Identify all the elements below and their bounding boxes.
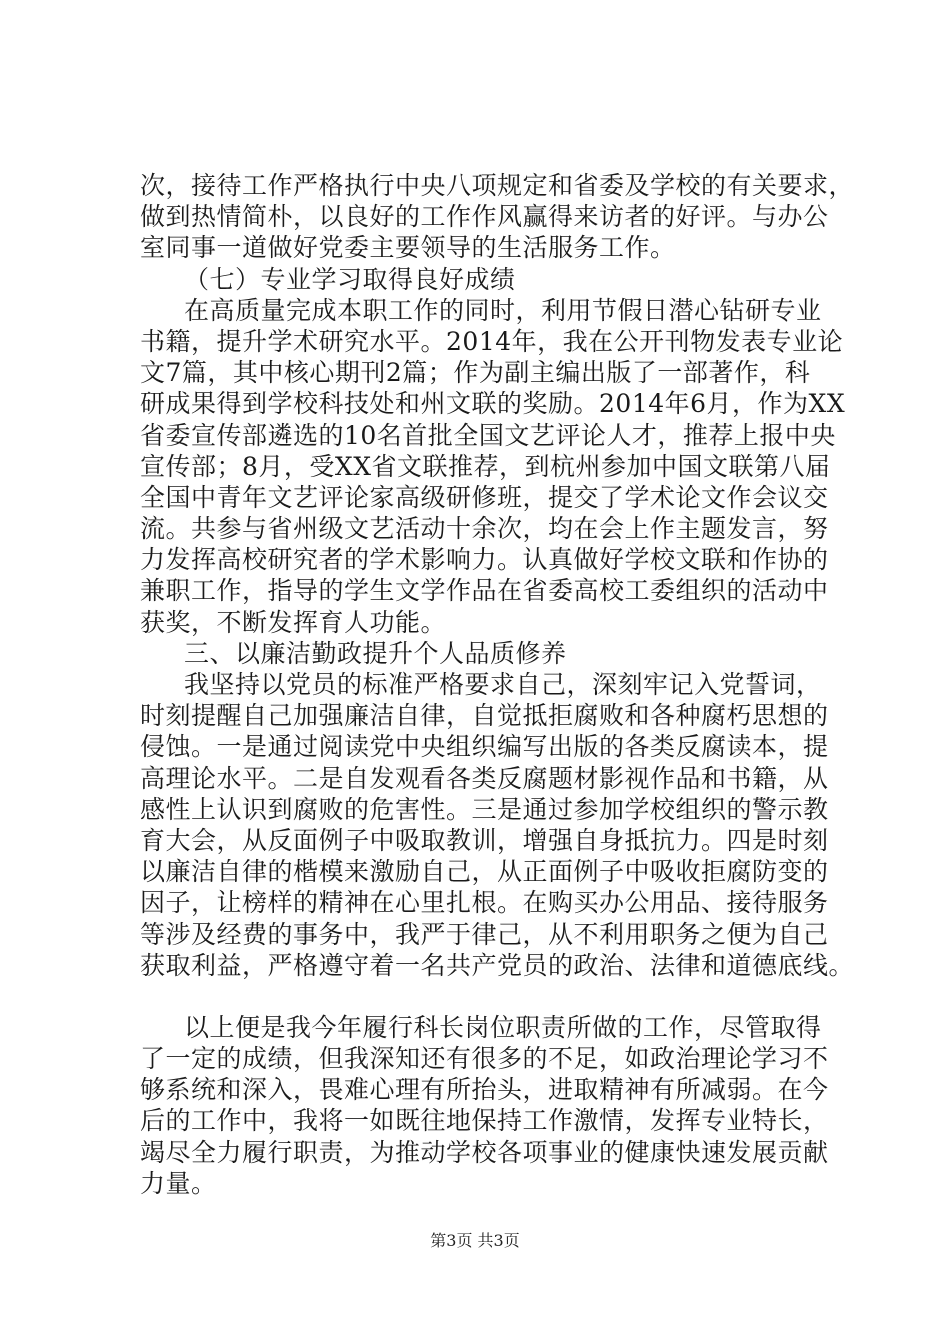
text-line: 了一定的成绩，但我深知还有很多的不足，如政治理论学习不 [140,1044,829,1074]
text-line: 在高质量完成本职工作的同时，利用节假日潜心钻研专业 [184,295,822,325]
text-line: 竭尽全力履行职责，为推动学校各项事业的健康快速发展贡献 [140,1137,829,1167]
paragraph-continuation [140,170,855,264]
text-line: 时刻提醒自己加强廉洁自律，自觉抵拒腐败和各种腐朽思想的 [140,701,829,731]
text-line: 文7篇，其中核心期刊2篇；作为副主编出版了一部著作，科 [140,358,811,388]
text-line: 流。共参与省州级文艺活动十余次，均在会上作主题发言，努 [140,514,829,544]
text-line: 获奖，不断发挥育人功能。 [140,607,447,637]
text-line: 研成果得到学校科技处和州文联的奖励。2014年6月，作为XX [140,389,846,419]
text-line: 以廉洁自律的楷模来激励自己，从正面例子中吸收拒腐防变的 [140,857,829,887]
paragraph-conclusion [140,1012,840,1199]
paragraph-spacer [140,981,840,1012]
text-line: 全国中青年文艺评论家高级研修班，提交了学术论文作会议交 [140,482,829,512]
text-line: 力量。 [140,1168,217,1198]
text-line: 够系统和深入，畏难心理有所抬头，进取精神有所减弱。在今 [140,1075,829,1105]
text-line: 侵蚀。一是通过阅读党中央组织编写出版的各类反腐读本，提 [140,732,829,762]
text-line: 省委宣传部遴选的10名首批全国文艺评论人才，推荐上报中央 [140,420,836,450]
text-line: 力发挥高校研究者的学术影响力。认真做好学校文联和作协的 [140,545,829,575]
text-line: 感性上认识到腐败的危害性。三是通过参加学校组织的警示教 [140,794,829,824]
text-line: 宣传部；8月，受XX省文联推荐，到杭州参加中国文联第八届 [140,451,831,481]
document-body [140,170,855,1199]
text-line: 以上便是我今年履行科长岗位职责所做的工作，尽管取得 [184,1012,822,1042]
text-line: 做到热情简朴，以良好的工作作风赢得来访者的好评。与办公 [140,202,829,232]
section-heading-7: （七）专业学习取得良好成绩 [184,264,516,294]
text-line: 我坚持以党员的标准严格要求自己，深刻牢记入党誓词， [184,670,822,699]
text-line: 等涉及经费的事务中，我严于律己，从不利用职务之便为自己 [140,919,829,949]
page-number-footer: 第3页 共3页 [430,1231,520,1250]
text-line: 因子，让榜样的精神在心里扎根。在购买办公用品、接待服务 [140,888,829,918]
text-line: 兼职工作，指导的学生文学作品在省委高校工委组织的活动中 [140,576,829,606]
paragraph-integrity [140,669,855,981]
text-line: 次，接待工作严格执行中央八项规定和省委及学校的有关要求， [140,171,855,200]
text-line: 室同事一道做好党委主要领导的生活服务工作。 [140,233,676,263]
paragraph-professional-study [140,295,846,638]
text-line: 书籍，提升学术研究水平。2014年，我在公开刊物发表专业论 [140,326,844,356]
text-line: 后的工作中，我将一如既往地保持工作激情，发挥专业特长， [140,1106,829,1136]
text-line: 高理论水平。二是自发观看各类反腐题材影视作品和书籍，从 [140,763,829,793]
text-line: 育大会，从反面例子中吸取教训，增强自身抵抗力。四是时刻 [140,825,829,855]
section-heading-3: 三、以廉洁勤政提升个人品质修养 [184,638,567,668]
text-line: 获取利益，严格遵守着一名共产党员的政治、法律和道德底线。 [140,950,855,980]
